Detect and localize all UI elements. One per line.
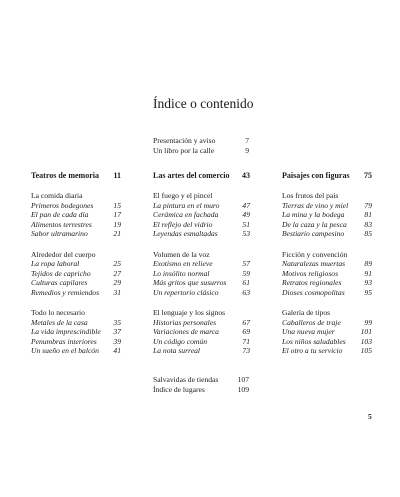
toc-entry bbox=[153, 136, 249, 146]
toc-entry bbox=[31, 210, 121, 220]
entry-label: Motivos religiosos bbox=[282, 268, 339, 278]
entry-page: 63 bbox=[242, 287, 250, 297]
entry-label: Remedios y remiendos bbox=[31, 287, 100, 297]
entry-label: Un sueño en el balcón bbox=[31, 346, 99, 355]
intro-section bbox=[153, 136, 249, 155]
group-title: Volumen de la voz bbox=[153, 249, 210, 259]
toc-entry bbox=[31, 201, 121, 211]
entry-label: El reflejo del vidrio bbox=[153, 219, 213, 229]
toc-entry bbox=[31, 229, 121, 239]
entry-page: 53 bbox=[242, 229, 250, 238]
entry-label: Culturas capilares bbox=[31, 278, 88, 287]
entry-label: Metales de la casa bbox=[31, 317, 88, 327]
toc-entry bbox=[282, 278, 372, 288]
entry-page: 67 bbox=[242, 317, 250, 327]
entry-page: 85 bbox=[364, 229, 372, 238]
entry-label: Tejidos de capricho bbox=[31, 268, 91, 278]
entry-label: La pintura en el muro bbox=[153, 200, 220, 210]
group-title: La comida diaria bbox=[31, 191, 83, 200]
entry-page: 31 bbox=[113, 287, 121, 297]
group-title: Ficción y convención bbox=[282, 249, 348, 259]
entry-page: 35 bbox=[113, 317, 121, 327]
toc-entry bbox=[282, 337, 372, 347]
entry-label: Retratos regionales bbox=[282, 278, 342, 287]
toc-entry bbox=[153, 278, 250, 288]
entry-label: La ropa laboral bbox=[31, 259, 80, 268]
toc-column-2 bbox=[153, 171, 250, 367]
entry-page: 41 bbox=[113, 346, 121, 355]
toc-group bbox=[282, 250, 372, 298]
page-number: 5 bbox=[368, 412, 372, 421]
entry-page: 27 bbox=[113, 268, 121, 278]
toc-entry bbox=[282, 346, 372, 356]
entry-page: 47 bbox=[242, 200, 250, 210]
entry-label: Alimentos terrestres bbox=[31, 219, 92, 229]
toc-entry bbox=[31, 269, 121, 279]
toc-entry bbox=[282, 210, 372, 220]
toc-entry bbox=[31, 318, 121, 328]
section-heading-page: 43 bbox=[242, 171, 250, 180]
entry-label: Dioses cosmopolitas bbox=[282, 287, 345, 297]
entry-label: El otro a tu servicio bbox=[282, 346, 343, 355]
entry-page: 37 bbox=[113, 327, 121, 336]
entry-page: 89 bbox=[364, 259, 372, 268]
toc-entry bbox=[282, 269, 372, 279]
entry-label: Penumbras interiores bbox=[31, 336, 97, 346]
entry-page: 21 bbox=[113, 229, 121, 238]
section-heading-page: 11 bbox=[113, 171, 121, 180]
entry-page: 61 bbox=[242, 278, 250, 287]
entry-page: 93 bbox=[364, 278, 372, 287]
entry-label: Bestiario campesino bbox=[282, 229, 345, 238]
entry-label: Tierras de vino y miel bbox=[282, 200, 349, 210]
toc-entry bbox=[282, 288, 372, 298]
toc-group bbox=[153, 308, 250, 356]
toc-entry bbox=[282, 327, 372, 337]
section-heading-page: 75 bbox=[364, 171, 372, 180]
entry-label: Cerámica en fachada bbox=[153, 210, 219, 219]
toc-entry bbox=[153, 259, 250, 269]
entry-label: De la caza y la pesca bbox=[282, 219, 347, 229]
entry-page: 19 bbox=[113, 219, 121, 229]
entry-page: 103 bbox=[360, 336, 372, 346]
toc-entry bbox=[31, 220, 121, 230]
toc-entry bbox=[282, 229, 372, 239]
entry-label: Caballeros de traje bbox=[282, 317, 341, 327]
toc-group bbox=[31, 250, 121, 298]
toc-entry bbox=[153, 288, 250, 298]
entry-page: 59 bbox=[242, 268, 250, 278]
entry-label: La vida imprescindible bbox=[31, 327, 101, 336]
toc-entry bbox=[153, 337, 250, 347]
toc-entry bbox=[31, 278, 121, 288]
toc-entry bbox=[282, 318, 372, 328]
toc-entry bbox=[153, 146, 249, 156]
toc-group bbox=[31, 191, 121, 239]
entry-label: Los niños saludables bbox=[282, 336, 346, 346]
entry-page: 39 bbox=[113, 336, 121, 346]
entry-page: 99 bbox=[364, 317, 372, 327]
toc-entry bbox=[153, 375, 249, 385]
toc-entry bbox=[31, 288, 121, 298]
group-title: Todo lo necesario bbox=[31, 308, 85, 317]
entry-label: Índice de lugares bbox=[153, 384, 205, 394]
toc-entry bbox=[153, 220, 250, 230]
entry-label: Presentación y aviso bbox=[153, 136, 216, 145]
entry-page: 57 bbox=[242, 259, 250, 268]
toc-entry bbox=[153, 346, 250, 356]
toc-group bbox=[153, 191, 250, 239]
entry-page: 29 bbox=[113, 278, 121, 287]
section-heading-label: Paisajes con figuras bbox=[282, 171, 350, 180]
toc-entry bbox=[153, 201, 250, 211]
entry-page: 107 bbox=[237, 375, 249, 384]
toc-entry bbox=[153, 385, 249, 395]
group-title: Los frutos del país bbox=[282, 191, 339, 200]
toc-entry bbox=[153, 318, 250, 328]
toc-group bbox=[31, 308, 121, 356]
entry-label: Variaciones de marca bbox=[153, 327, 219, 336]
entry-label: Leyendas esmaltadas bbox=[153, 229, 218, 238]
toc-group bbox=[282, 191, 372, 239]
entry-label: Un repertorio clásico bbox=[153, 287, 219, 297]
toc-entry bbox=[31, 259, 121, 269]
entry-page: 25 bbox=[113, 259, 121, 268]
toc-column-3 bbox=[282, 171, 372, 367]
section-heading bbox=[31, 171, 121, 191]
section-heading-label: Teatros de memoria bbox=[31, 171, 99, 180]
toc-entry bbox=[282, 201, 372, 211]
entry-page: 17 bbox=[113, 210, 121, 219]
entry-label: Más gritos que susurros bbox=[153, 278, 227, 287]
entry-label: Naturalezas muertas bbox=[282, 259, 346, 268]
entry-label: Exotismo en relieve bbox=[153, 259, 213, 268]
entry-page: 7 bbox=[245, 136, 249, 145]
toc-entry bbox=[31, 337, 121, 347]
toc-entry bbox=[153, 327, 250, 337]
entry-page: 81 bbox=[364, 210, 372, 219]
entry-page: 109 bbox=[237, 384, 249, 394]
entry-label: Historias personales bbox=[153, 317, 217, 327]
entry-page: 51 bbox=[242, 219, 250, 229]
toc-entry bbox=[153, 210, 250, 220]
toc-entry bbox=[153, 269, 250, 279]
entry-page: 71 bbox=[242, 336, 250, 346]
entry-page: 49 bbox=[242, 210, 250, 219]
entry-label: Lo insólito normal bbox=[153, 268, 210, 278]
entry-page: 69 bbox=[242, 327, 250, 336]
entry-page: 101 bbox=[360, 327, 372, 336]
toc-entry bbox=[282, 259, 372, 269]
toc-entry bbox=[31, 327, 121, 337]
group-title: Alrededor del cuerpo bbox=[31, 249, 96, 259]
entry-page: 95 bbox=[364, 287, 372, 297]
group-title: Galería de tipos bbox=[282, 308, 331, 317]
toc-entry bbox=[282, 220, 372, 230]
toc-group bbox=[153, 250, 250, 298]
entry-page: 15 bbox=[113, 200, 121, 210]
closing-section bbox=[153, 375, 249, 394]
group-title: El fuego y el pincel bbox=[153, 191, 213, 200]
toc-group bbox=[282, 308, 372, 356]
entry-page: 83 bbox=[364, 219, 372, 229]
entry-label: Un código común bbox=[153, 336, 207, 346]
entry-page: 79 bbox=[364, 200, 372, 210]
entry-label: Primeros bodegones bbox=[31, 200, 94, 210]
section-heading bbox=[153, 171, 250, 191]
group-title: El lenguaje y los signos bbox=[153, 308, 226, 317]
toc-entry bbox=[153, 229, 250, 239]
page-title: Índice o contenido bbox=[153, 96, 254, 111]
toc-column-1 bbox=[31, 171, 121, 367]
entry-label: Sabor ultramarino bbox=[31, 229, 88, 238]
toc-entry bbox=[31, 346, 121, 356]
entry-page: 105 bbox=[360, 346, 372, 355]
entry-page: 91 bbox=[364, 268, 372, 278]
entry-label: La mina y la bodega bbox=[282, 210, 345, 219]
section-heading bbox=[282, 171, 372, 191]
entry-label: Una nueva mujer bbox=[282, 327, 335, 336]
entry-label: La nota surreal bbox=[153, 346, 200, 355]
entry-label: Salvavidas de tiendas bbox=[153, 375, 219, 384]
entry-label: Un libro por la calle bbox=[153, 145, 215, 155]
entry-page: 9 bbox=[245, 145, 249, 155]
section-heading-label: Las artes del comercio bbox=[153, 171, 230, 180]
entry-label: El pan de cada día bbox=[31, 210, 89, 219]
entry-page: 73 bbox=[242, 346, 250, 355]
